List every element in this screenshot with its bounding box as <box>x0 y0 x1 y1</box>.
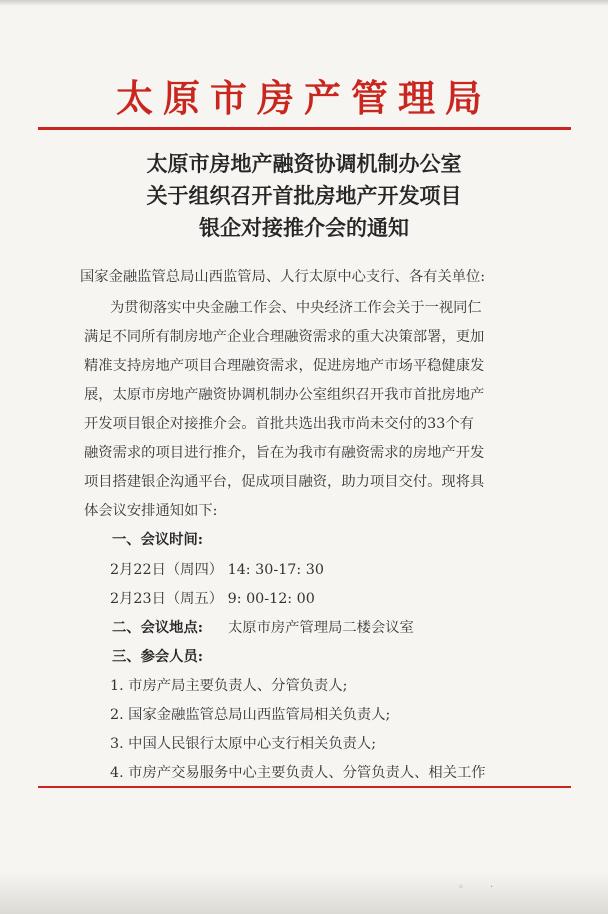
page-bottom-shadow <box>0 872 608 914</box>
section-heading-time: 一、会议时间: <box>112 532 204 548</box>
title-line-3: 银企对接推介会的通知 <box>199 215 409 240</box>
session-time: 2月23日（周五） 9: 00-12: 00 <box>110 591 315 607</box>
section-heading-attendees: 三、参会人员: <box>112 649 204 665</box>
paragraph-line: 体会议安排通知如下: <box>84 503 218 519</box>
paragraph-line: 满足不同所有制房地产企业合理融资需求的重大决策部署，更加 <box>84 329 485 345</box>
paragraph-line: 为贯彻落实中央金融工作会、中央经济工作会关于一视同仁 <box>110 300 482 316</box>
notice-title <box>0 148 608 244</box>
masthead: 太原市房产管理局 <box>116 76 492 120</box>
attendee-item: 2. 国家金融监管总局山西监管局相关负责人; <box>110 707 391 723</box>
title-line-1: 太原市房地产融资协调机制办公室 <box>146 151 462 176</box>
footer-rule <box>38 786 571 788</box>
scan-mark-icon: · <box>490 882 494 893</box>
meeting-location: 太原市房产管理局二楼会议室 <box>228 620 414 636</box>
scan-mark-icon: ◦ <box>458 882 464 893</box>
masthead-rule <box>38 127 571 130</box>
session-time: 2月22日（周四） 14: 30-17: 30 <box>110 562 324 578</box>
title-line-2: 关于组织召开首批房地产开发项目 <box>146 183 462 208</box>
paragraph-line: 融资需求的项目进行推介，旨在为我市有融资需求的房地产开发 <box>84 445 485 461</box>
attendee-item: 1. 市房产局主要负责人、分管负责人; <box>110 678 348 694</box>
section-heading-location: 二、会议地点: <box>112 620 204 636</box>
addressee: 国家金融监管总局山西监管局、人行太原中心支行、各有关单位: <box>80 269 486 285</box>
page-top-edge <box>0 0 608 6</box>
paragraph-line: 精准支持房地产项目合理融资需求，促进房地产市场平稳健康发 <box>84 358 485 374</box>
attendee-item: 4. 市房产交易服务中心主要负责人、分管负责人、相关工作 <box>110 765 486 781</box>
paragraph-line: 开发项目银企对接推介会。首批共选出我市尚未交付的33个有 <box>84 416 474 432</box>
paragraph-line: 项目搭建银企沟通平台，促成项目融资，助力项目交付。现将具 <box>84 474 485 490</box>
paragraph-line: 展，太原市房地产融资协调机制办公室组织召开我市首批房地产 <box>84 387 485 403</box>
attendee-item: 3. 中国人民银行太原中心支行相关负责人; <box>110 736 377 752</box>
